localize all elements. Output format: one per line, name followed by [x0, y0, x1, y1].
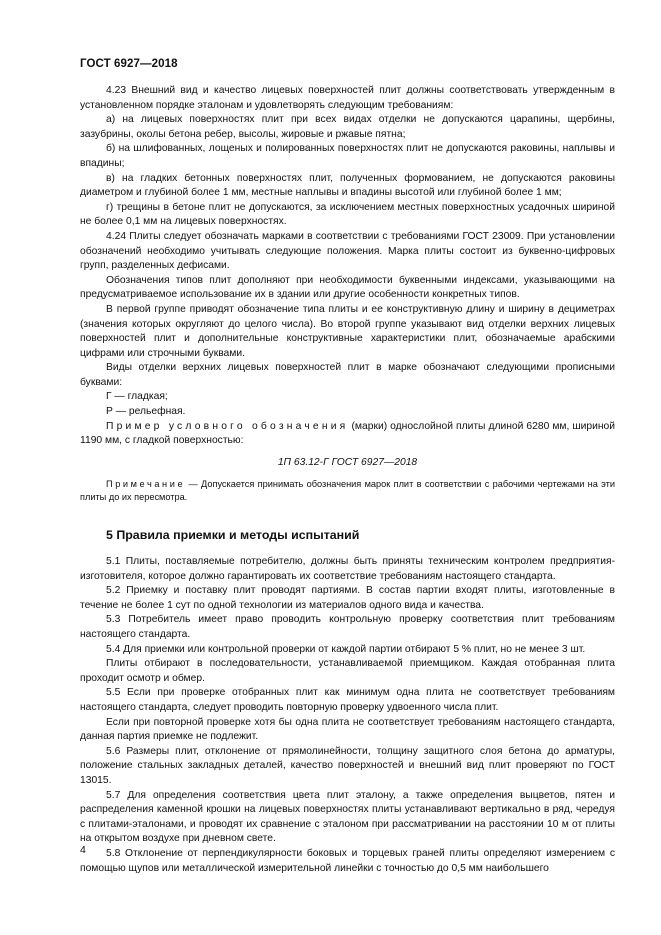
paragraph-4-23: 4.23 Внешний вид и качество лицевых поверхностей плит должны соответствовать утвержденным в установленном порядке эталонам и удовлетворять следующим требованиям: — [80, 85, 615, 111]
finish-smooth: Г — гладкая; — [106, 391, 168, 403]
note-text: — Допускается принимать обозначения марок плит в соответствии с рабочими чертежами на эти плиты до их пересмотра. — [80, 479, 615, 503]
paragraph-5-6: 5.6 Размеры плит, отклонение от прямолинейности, толщину защитного слоя бетона до арматуры, положение стальных закладных деталей, качество поверхностей и внешний вид плит проверяют по ГОСТ 13015. — [80, 745, 615, 786]
note-paragraph — [80, 478, 615, 504]
paragraph-5-4-selection: Плиты отбирают в последовательности, устанавливаемой приемщиком. Каждая отобранная плита проходит осмотр и обмер. — [80, 658, 615, 684]
paragraph-4-24: 4.24 Плиты следует обозначать марками в соответствии с требованиями ГОСТ 23009. При установлении обозначений необходимо учитывать следующие положения. Марка плиты состоит из буквенно-цифровых групп, разделенных дефисами. — [80, 230, 615, 272]
paragraph-5-1: 5.1 Плиты, поставляемые потребителю, должны быть приняты техническим контролем предприятия-изготовителя, которое должно гарантировать их соответствие требованиям настоящего стандарта. — [80, 556, 615, 582]
paragraph-type-indexes: Обозначения типов плит дополняют при необходимости буквенными индексами, указывающими на предусматриваемое использование их в здании или другие особенности конкретных типов. — [80, 274, 615, 301]
list-item-a: а) на лицевых поверхностях плит при всех видах отделки не допускаются царапины, щербины, зазубрины, околы бетона ребер, высолы, жировые и ржавые пятна; — [80, 114, 615, 140]
document-header: ГОСТ 6927—2018 — [80, 58, 178, 70]
example-paragraph — [80, 420, 615, 449]
example-text: (марки) однослойной плиты длиной 6280 мм, шириной 1190 мм, с гладкой поверхностью: — [80, 420, 616, 447]
paragraph-5-2: 5.2 Приемку и поставку плит проводят партиями. В состав партии входят плиты, изготовленные в течение не более 1 сут по одной технологии из материалов одного вида и качества. — [80, 585, 615, 611]
list-item-b: б) на шлифованных, лощеных и полированных поверхностях плит не допускаются раковины, наплывы и впадины; — [80, 143, 615, 169]
example-label: Пример условного обозначения — [106, 420, 349, 432]
finish-relief: Р — рельефная. — [106, 406, 186, 418]
example-designation: 1П 63.12-Г ГОСТ 6927—2018 — [277, 456, 418, 468]
paragraph-5-4: 5.4 Для приемки или контрольной проверки от каждой партии отбирают 5 % плит, но не менее 3 шт. — [106, 643, 586, 655]
paragraph-5-3: 5.3 Потребитель имеет право проводить контрольную проверку соответствия плит требованиям настоящего стандарта. — [80, 614, 615, 640]
page-number: 4 — [80, 844, 86, 856]
page-content — [80, 84, 615, 876]
paragraph-5-7: 5.7 Для определения соответствия цвета плит эталону, а также определения выцветов, пятен и распределения каменной крошки на лицевых поверхностях плиты устанавливают вертикально в ряд, чередуя с плитами-эталонами, и проводят их сравнение с эталоном при рассматривании на расстоянии 10 м от плиты на открытом воздухе при дневном свете. — [80, 789, 615, 845]
paragraph-groups: В первой группе приводят обозначение типа плиты и ее конструктивную длину и ширину в дециметрах (значения которых округляют до целого числа). Во второй группе указывают вид отделки верхних лицевых поверхностей плит и дополнительные конструктивные характеристики плит, обозначаемые арабскими цифрами или строчными буквами. — [80, 303, 615, 359]
section-5-title: 5 Правила приемки и методы испытаний — [106, 528, 360, 543]
paragraph-5-5-repeat: Если при повторной проверке хотя бы одна плита не соответствует требованиям настоящего стандарта, данная партия приемке не подлежит. — [80, 716, 615, 743]
note-label: Примечание — [106, 479, 186, 490]
paragraph-5-8: 5.8 Отклонение от перпендикулярности боковых и торцевых граней плиты определяют измерением с помощью щупов или металлической измерительной линейки с точностью до 0,5 мм наибольшего — [80, 847, 615, 874]
list-item-g: г) трещины в бетоне плит не допускаются, за исключением местных поверхностных усадочных шириной не более 0,1 мм на лицевых поверхностях. — [80, 201, 615, 228]
paragraph-finish-types: Виды отделки верхних лицевых поверхностей плит в марке обозначают следующими прописными буквами: — [80, 362, 615, 388]
paragraph-5-5: 5.5 Если при проверке отобранных плит как минимум одна плита не соответствует требованиям настоящего стандарта, следует проводить повторную проверку удвоенного числа плит. — [80, 687, 615, 713]
list-item-v: в) на гладких бетонных поверхностях плит, полученных формованием, не допускаются раковины диаметром и глубиной более 1 мм, местные наплывы и впадины высотой или глубиной более 1 мм; — [80, 172, 615, 199]
